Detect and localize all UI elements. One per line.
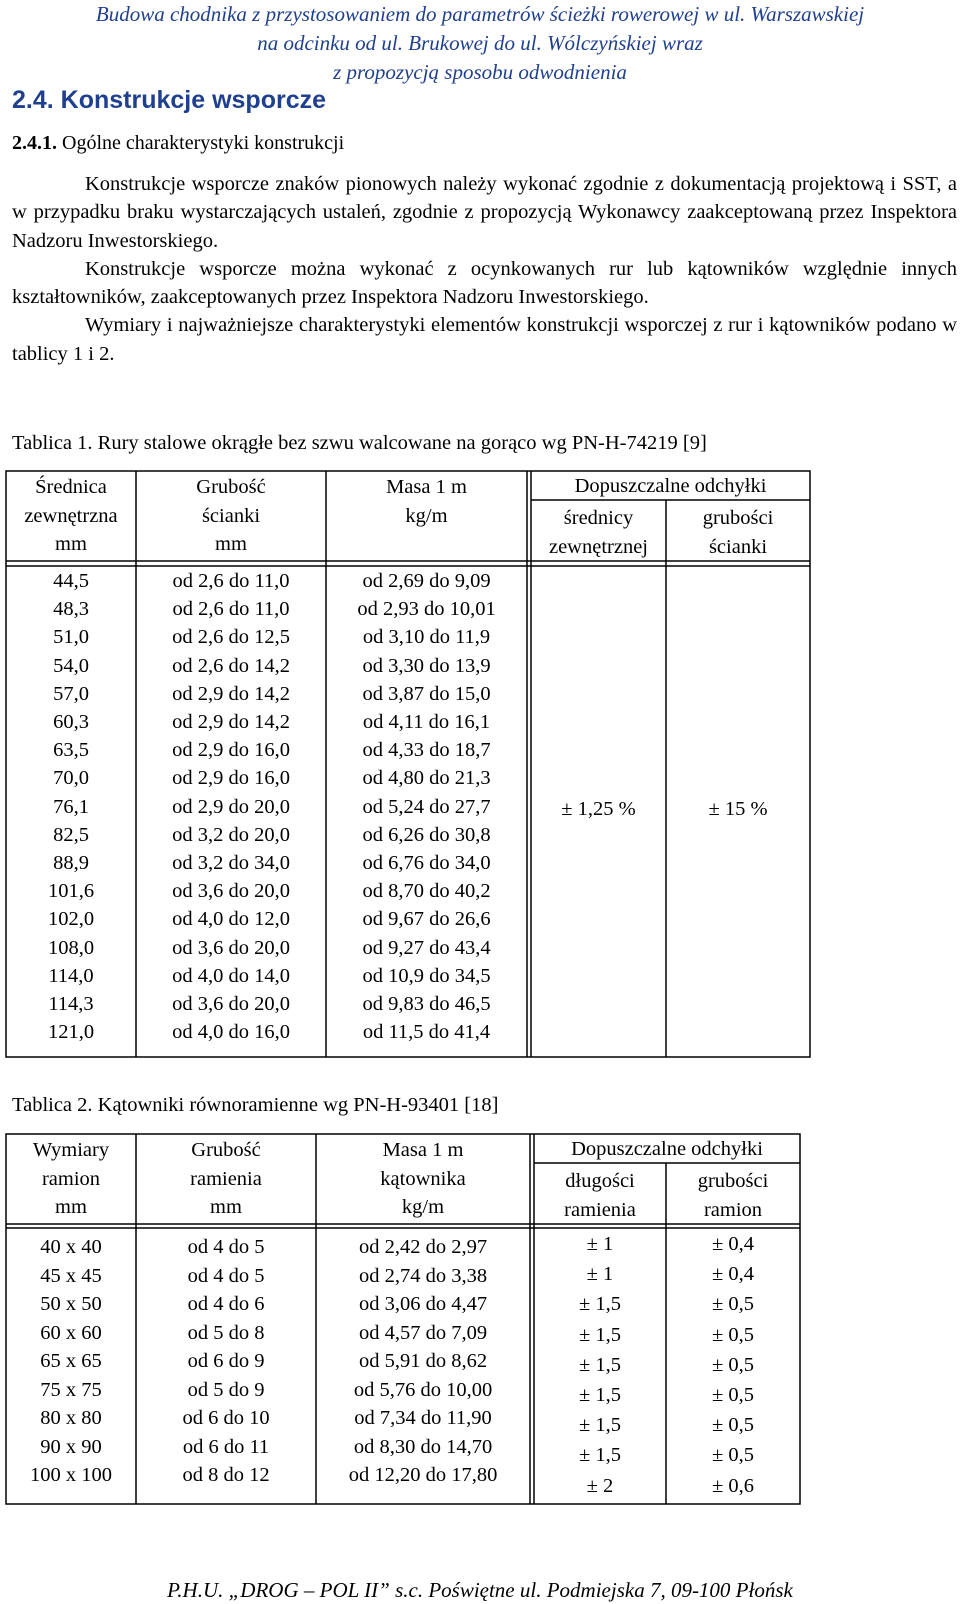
t1-cell-diameter: 44,5 [53, 570, 89, 592]
t1-cell-diameter: 63,5 [53, 739, 89, 762]
t2-header-tolerances: Dopuszczalne odchyłki [571, 1138, 763, 1160]
t1-cell-mass: od 8,70 do 40,2 [362, 880, 491, 903]
t1-cell-diameter: 57,0 [53, 682, 89, 705]
t1-cell-wall: od 3,2 do 34,0 [172, 852, 290, 875]
t2-cell-tol-length: ± 1,5 [578, 1293, 621, 1316]
t2-cell-thickness: od 6 do 10 [182, 1407, 270, 1429]
t2-col-dimensions [6, 1233, 136, 1490]
t1-cell-wall: od 3,6 do 20,0 [172, 936, 290, 959]
t2-cell-mass: od 2,42 do 2,97 [358, 1236, 488, 1258]
t2-header-tol-length: długości ramienia [564, 1170, 636, 1221]
paragraph-3: Wymiary i najważniejsze charakterystyki elementów konstrukcji wsporczej z rur i kątowników podano w tablicy 1 i 2. [12, 314, 957, 365]
t2-cell-tol-length: ± 1,5 [578, 1444, 621, 1467]
t1-cell-diameter: 51,0 [53, 626, 89, 649]
t1-cell-mass: od 3,87 do 15,0 [362, 682, 491, 705]
t2-col-thickness [136, 1233, 316, 1490]
t1-header-tolerances: Dopuszczalne odchyłki [574, 475, 767, 497]
t1-cell-wall: od 2,9 do 16,0 [172, 739, 290, 762]
paragraph-1: Konstrukcje wsporcze znaków pionowych należy wykonać zgodnie z dokumentacją projektową i SST, a w przypadku braku wystarczających ustaleń, zgodnie z propozycją Wykonawcy zaakceptowaną przez Inspektora Nadzoru Inwestorskiego. [12, 173, 957, 252]
table1-caption: Tablica 1. Rury stalowe okrągłe bez szwu walcowane na gorąco wg PN-H-74219 [9] [12, 432, 707, 454]
t1-cell-mass: od 3,30 do 13,9 [362, 654, 491, 677]
t2-cell-tol-thickness: ± 0,6 [711, 1474, 754, 1497]
t1-cell-mass: od 10,9 do 34,5 [362, 964, 491, 987]
paragraph-2: Konstrukcje wsporcze można wykonać z ocynkowanych rur lub kątowników względnie innych kształtowników, zaakceptowanych przez Inspektora Nadzoru Inwestorskiego. [12, 257, 957, 309]
t1-cell-diameter: 102,0 [47, 908, 95, 931]
header-line-3: z propozycją sposobu odwodnienia [333, 60, 627, 84]
t2-cell-tol-thickness: ± 0,5 [711, 1323, 754, 1346]
t1-cell-mass: od 6,76 do 34,0 [362, 852, 491, 875]
subsection-number: 2.4.1. [12, 132, 57, 154]
t2-cell-mass: od 3,06 do 4,47 [358, 1293, 488, 1315]
t1-cell-mass: od 5,24 do 27,7 [362, 795, 491, 818]
table2-caption: Tablica 2. Kątowniki równoramienne wg PN-H-93401 [18] [12, 1094, 499, 1116]
t1-cell-diameter: 101,6 [47, 880, 95, 903]
t1-cell-mass: od 6,26 do 30,8 [362, 823, 491, 846]
t2-cell-thickness: od 8 do 12 [182, 1464, 270, 1486]
t2-cell-mass: od 7,34 do 11,90 [354, 1407, 492, 1429]
t1-cell-mass: od 2,93 do 10,01 [357, 598, 496, 621]
t2-header-mass: Masa 1 m kątownika kg/m [380, 1139, 466, 1218]
t2-cell-dimensions: 100 x 100 [30, 1464, 112, 1486]
t1-cell-mass: od 2,69 do 9,09 [362, 570, 491, 592]
t2-col-tol-length [534, 1229, 666, 1501]
t1-cell-diameter: 114,0 [48, 964, 94, 987]
t2-cell-dimensions: 80 x 80 [40, 1407, 102, 1429]
t1-cell-wall: od 4,0 do 12,0 [172, 908, 290, 931]
t1-cell-wall: od 2,9 do 14,2 [172, 711, 290, 734]
t1-cell-mass: od 4,33 do 18,7 [362, 739, 491, 762]
header-line-2: na odcinku od ul. Brukowej do ul. Wólczyńskiej wraz [257, 31, 703, 55]
t1-tol-wall: ± 15 % [708, 798, 768, 820]
t2-cell-dimensions: 40 x 40 [40, 1236, 102, 1258]
t2-cell-tol-length: ± 1 [586, 1263, 614, 1286]
t2-cell-mass: od 5,76 do 10,00 [353, 1378, 493, 1401]
t2-cell-tol-length: ± 2 [586, 1474, 614, 1497]
t2-cell-dimensions: 65 x 65 [40, 1350, 102, 1372]
t2-cell-dimensions: 60 x 60 [40, 1321, 102, 1344]
section-title: 2.4. Konstrukcje wsporcze [12, 86, 327, 114]
t1-tol-diameter: ± 1,25 % [561, 798, 636, 820]
t1-cell-wall: od 3,2 do 20,0 [172, 823, 290, 846]
t2-header-thickness: Grubość ramienia mm [190, 1139, 262, 1218]
t2-cell-tol-thickness: ± 0,4 [711, 1263, 754, 1286]
t1-cell-wall: od 2,6 do 11,0 [172, 570, 290, 592]
t1-cell-diameter: 108,0 [47, 936, 95, 959]
t2-col-mass [316, 1233, 530, 1490]
t2-cell-tol-length: ± 1,5 [578, 1384, 621, 1407]
t2-cell-mass: od 12,20 do 17,80 [348, 1464, 498, 1486]
t1-cell-wall: od 2,6 do 11,0 [172, 598, 290, 621]
t1-cell-mass: od 11,5 do 41,4 [362, 1021, 491, 1044]
t1-header-tol-diameter: średnicy zewnętrznej [548, 507, 649, 558]
t1-cell-wall: od 4,0 do 16,0 [172, 1021, 290, 1044]
t1-cell-mass: od 9,27 do 43,4 [362, 936, 491, 959]
t1-cell-diameter: 60,3 [53, 711, 89, 734]
t1-cell-diameter: 54,0 [53, 654, 89, 677]
t1-cell-mass: od 4,80 do 21,3 [362, 767, 491, 790]
t1-header-wall: Grubość ścianki mm [196, 476, 266, 555]
t1-cell-diameter: 88,9 [53, 852, 89, 875]
t1-cell-mass: od 3,10 do 11,9 [362, 626, 491, 649]
t1-header-diameter: Średnica zewnętrzna mm [24, 476, 118, 555]
subsection-title: Ogólne charakterystyki konstrukcji [57, 132, 345, 154]
t1-cell-mass: od 9,67 do 26,6 [362, 908, 491, 931]
t2-cell-tol-length: ± 1,5 [578, 1323, 621, 1346]
t1-cell-wall: od 2,9 do 20,0 [172, 795, 290, 818]
t2-cell-mass: od 2,74 do 3,38 [358, 1264, 488, 1287]
t2-cell-thickness: od 4 do 5 [187, 1264, 265, 1287]
t2-cell-tol-length: ± 1,5 [578, 1353, 621, 1376]
t2-cell-tol-thickness: ± 0,5 [711, 1384, 754, 1407]
t2-cell-tol-thickness: ± 0,5 [711, 1353, 754, 1376]
t2-cell-tol-length: ± 1 [586, 1233, 614, 1255]
t2-cell-dimensions: 75 x 75 [40, 1378, 102, 1401]
t1-cell-diameter: 82,5 [53, 823, 89, 846]
t2-cell-mass: od 8,30 do 14,70 [353, 1435, 493, 1458]
t1-cell-wall: od 2,6 do 12,5 [172, 626, 290, 649]
t2-col-tol-thickness [666, 1229, 800, 1501]
t2-cell-dimensions: 50 x 50 [40, 1293, 102, 1315]
t2-cell-tol-length: ± 1,5 [578, 1414, 621, 1437]
t1-cell-diameter: 121,0 [47, 1021, 95, 1044]
t2-cell-thickness: od 5 do 8 [187, 1321, 265, 1344]
t1-cell-wall: od 3,6 do 20,0 [172, 880, 290, 903]
t1-header-mass: Masa 1 m kg/m [386, 476, 467, 527]
t1-cell-wall: od 2,6 do 14,2 [172, 654, 290, 677]
t2-cell-tol-thickness: ± 0,5 [711, 1293, 754, 1316]
t1-col-mass [326, 567, 527, 1046]
t1-header-tol-wall: grubości ścianki [702, 507, 774, 558]
t2-cell-dimensions: 45 x 45 [40, 1264, 102, 1287]
t2-header-dimensions: Wymiary ramion mm [32, 1139, 110, 1218]
t2-cell-tol-thickness: ± 0,4 [711, 1233, 754, 1255]
t2-cell-mass: od 4,57 do 7,09 [358, 1321, 488, 1344]
t1-cell-diameter: 48,3 [53, 598, 89, 621]
t2-cell-tol-thickness: ± 0,5 [711, 1414, 754, 1437]
t1-cell-diameter: 76,1 [53, 795, 89, 818]
t2-cell-dimensions: 90 x 90 [40, 1435, 102, 1458]
t1-cell-wall: od 3,6 do 20,0 [172, 993, 290, 1016]
t2-cell-thickness: od 5 do 9 [187, 1378, 265, 1401]
header-line-1: Budowa chodnika z przystosowaniem do parametrów ścieżki rowerowej w ul. Warszawskiej [95, 2, 865, 26]
t1-cell-wall: od 4,0 do 14,0 [172, 964, 290, 987]
t2-cell-thickness: od 6 do 11 [182, 1435, 270, 1458]
t1-cell-mass: od 9,83 do 46,5 [362, 993, 491, 1016]
page-footer: P.H.U. „DROG – POL II” s.c. Poświętne ul. Podmiejska 7, 09-100 Płońsk [167, 1578, 793, 1602]
t1-cell-diameter: 70,0 [53, 767, 89, 790]
t2-cell-tol-thickness: ± 0,5 [711, 1444, 754, 1467]
t2-cell-thickness: od 6 do 9 [187, 1350, 265, 1372]
t2-cell-mass: od 5,91 do 8,62 [358, 1350, 488, 1372]
t2-cell-thickness: od 4 do 6 [187, 1293, 265, 1315]
t2-header-tol-thickness: grubości ramion [697, 1170, 769, 1221]
t1-cell-diameter: 114,3 [48, 993, 94, 1016]
t1-col-wall [136, 567, 326, 1046]
t1-cell-mass: od 4,11 do 16,1 [362, 711, 491, 734]
t2-cell-thickness: od 4 do 5 [187, 1236, 265, 1258]
t1-cell-wall: od 2,9 do 14,2 [172, 682, 290, 705]
t1-col-diameter [6, 567, 136, 1046]
t1-cell-wall: od 2,9 do 16,0 [172, 767, 290, 790]
